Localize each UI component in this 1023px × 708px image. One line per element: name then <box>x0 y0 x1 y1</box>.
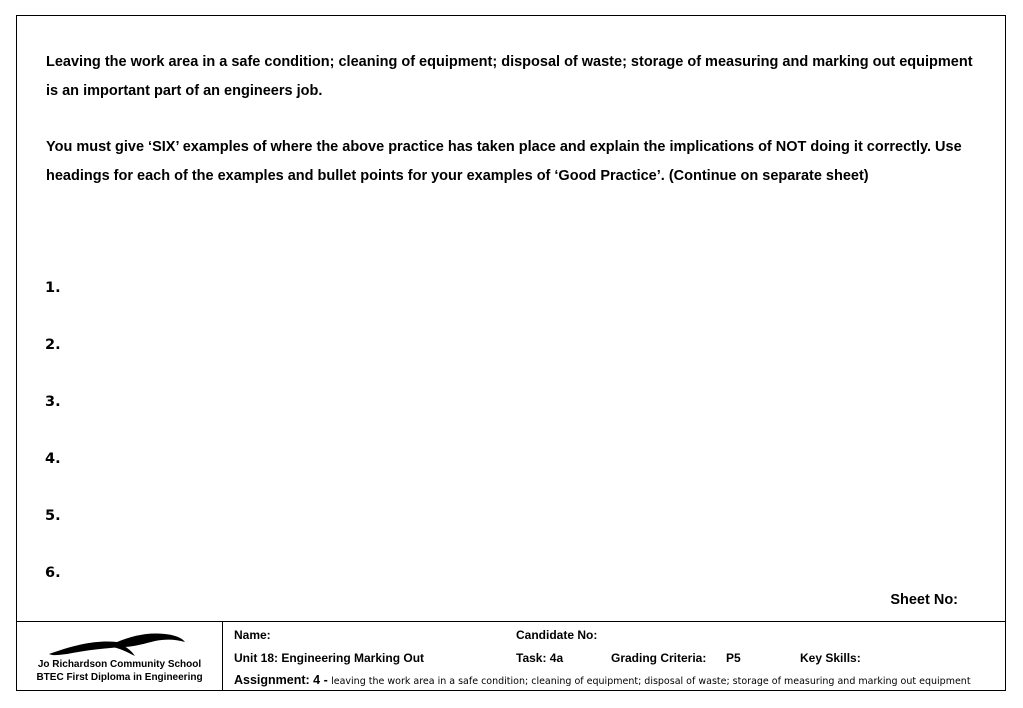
item-number-6: 6. <box>45 565 61 581</box>
item-number-4: 4. <box>45 451 61 467</box>
course-name: BTEC First Diploma in Engineering <box>36 672 203 683</box>
task-label: Task: 4a <box>516 651 564 665</box>
item-number-1: 1. <box>45 280 61 296</box>
sheet-number-label: Sheet No: <box>890 592 958 608</box>
name-label: Name: <box>234 628 271 642</box>
item-number-5: 5. <box>45 508 61 524</box>
bird-logo-icon <box>47 632 187 658</box>
school-logo-cell <box>17 622 223 691</box>
instruction-paragraph-2: You must give ‘SIX’ examples of where the above practice has taken place and explain the implications of NOT doing it correctly. Use headings for each of the examples and bullet points for your examples of ‘Good Practice’. (Continue on separate sheet) <box>46 139 962 184</box>
unit-label: Unit 18: Engineering Marking Out <box>234 651 425 665</box>
school-name: Jo Richardson Community School <box>37 659 202 670</box>
key-skills-label: Key Skills: <box>800 651 861 665</box>
page-frame <box>16 15 1006 691</box>
footer-block <box>17 621 1005 691</box>
instruction-paragraph-1: Leaving the work area in a safe condition; cleaning of equipment; disposal of waste; storage of measuring and marking out equipment is an important part of an engineers job. <box>46 54 973 99</box>
assignment-text: leaving the work area in a safe condition; cleaning of equipment; disposal of waste; storage of measuring and marking out equipment <box>331 676 971 687</box>
grading-criteria-value: P5 <box>726 651 741 665</box>
grading-criteria-label: Grading Criteria: <box>611 651 707 665</box>
assignment-line <box>234 673 971 687</box>
candidate-no-label: Candidate No: <box>516 628 598 642</box>
item-number-3: 3. <box>45 394 61 410</box>
item-number-2: 2. <box>45 337 61 353</box>
assignment-label: Assignment: 4 - <box>234 673 328 687</box>
